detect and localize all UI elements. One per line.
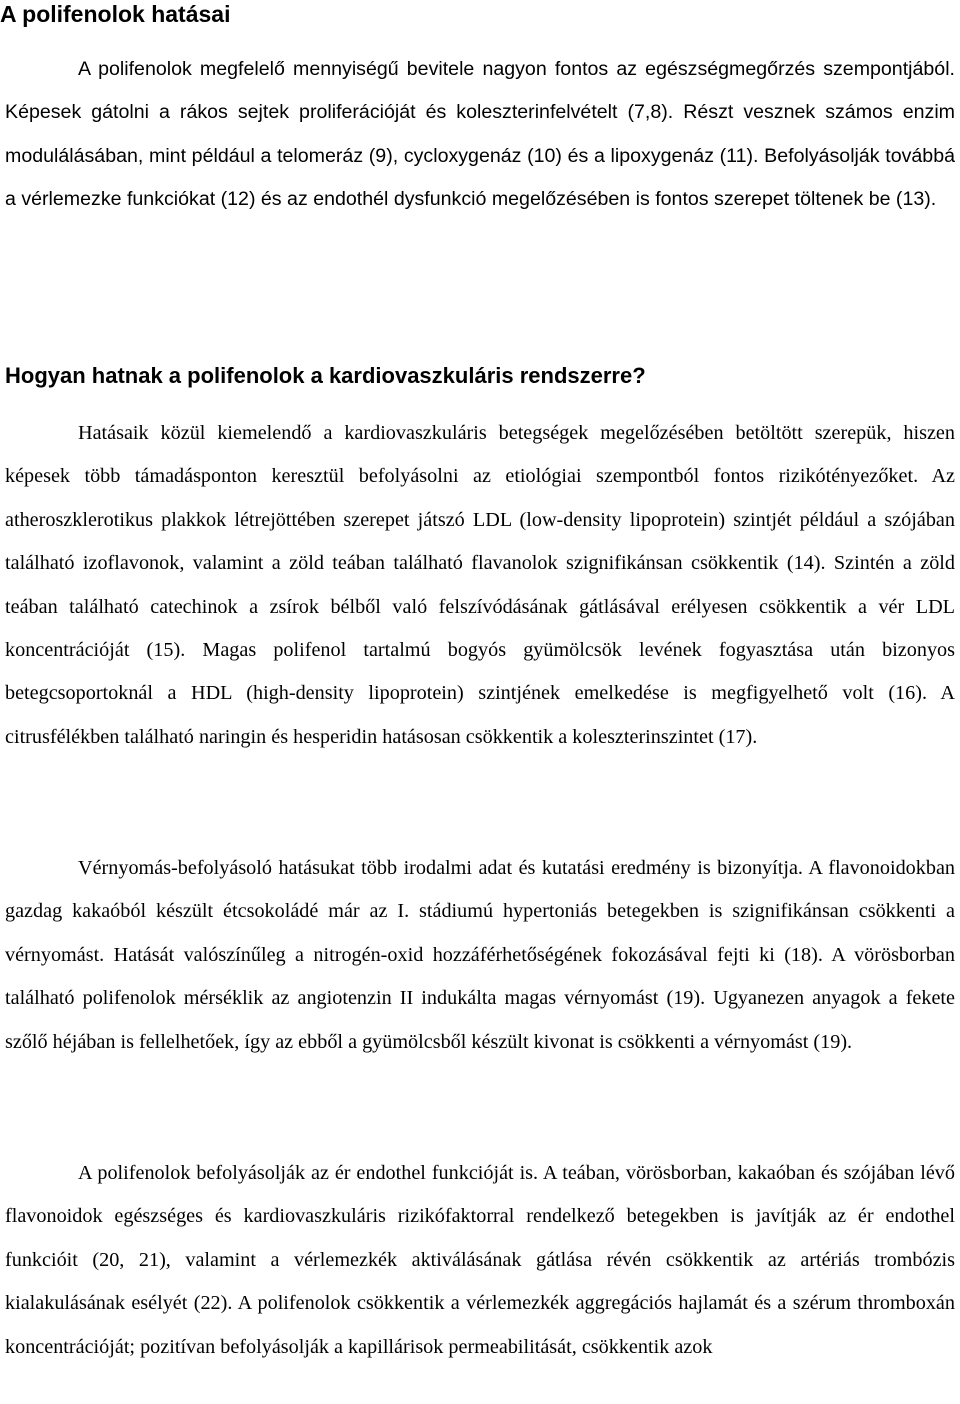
intro-paragraph: A polifenolok megfelelő mennyiségű bevitele nagyon fontos az egészségmegőrzés szempontjából. Képesek gátolni a rákos sejtek proliferációját és koleszterinfelvételt (7,8). Részt vesznek számos enzim modulálásában, mint például a telomeráz (9), cycloxygenáz (10) és a lipoxygenáz (11). Befolyásolják továbbá a vérlemezke funkciókat (12) és az endothél dysfunkció megelőzésében is fontos szerepet töltenek be (13).: [5, 58, 955, 211]
section-heading-cardiovascular: Hogyan hatnak a polifenolok a kardiovaszkuláris rendszerre?: [5, 363, 646, 388]
section-heading-effects: A polifenolok hatásai: [0, 1, 231, 27]
paragraph-cholesterol: Hatásaik közül kiemelendő a kardiovaszkuláris betegségek megelőzésében betöltött szerepük, hiszen képesek több támadásponton keresztül befolyásolni az etiológiai szempontból fontos rizikótényezőket. Az atheroszklerotikus plakkok létrejöttében szerepet játszó LDL (low-density lipoprotein) szintjét például a szójában található izoflavonok, valamint a zöld teában található flavanolok szignifikánsan csökkentik (14). Szintén a zöld teában található catechinok a zsírok bélből való felszívódásának gátlásával erélyesen csökkentik a vér LDL koncentrációját (15). Magas polifenol tartalmú bogyós gyümölcsök levének fogyasztása után bizonyos betegcsoportoknál a HDL (high-density lipoprotein) szintjének emelkedése is megfigyelhető volt (16). A citrusfélékben található naringin és hesperidin hatásosan csökkentik a koleszterinszintet (17).: [5, 422, 955, 748]
paragraph-blood-pressure: Vérnyomás-befolyásoló hatásukat több irodalmi adat és kutatási eredmény is bizonyítja. A flavonoidokban gazdag kakaóból készült étcsokoládé már az I. stádiumú hypertoniás betegekben is szignifikánsan csökkenti a vérnyomást. Hatását valószínűleg a nitrogén-oxid hozzáférhetőségének fokozásával fejti ki (18). A vörösborban található polifenolok mérséklik az angiotenzin II indukálta magas vérnyomást (19). Ugyanezen anyagok a fekete szőlő héjában is fellelhetőek, így az ebből a gyümölcsből készült kivonat is csökkenti a vérnyomást (19).: [5, 857, 955, 1053]
paragraph-endothelial-function: A polifenolok befolyásolják az ér endothel funkcióját is. A teában, vörösborban, kakaóban és szójában lévő flavonoidok egészséges és kardiovaszkuláris rizikófaktorral rendelkező betegekben is javítják az ér endothel funkcióit (20, 21), valamint a vérlemezkék aktiválásának gátlása révén csökkentik az artériás trombózis kialakulásának esélyét (22). A polifenolok csökkentik a vérlemezkék aggregációs hajlamát és a szérum thromboxán koncentrációját; pozitívan befolyásolják a kapillárisok permeabilitását, csökkentik azok: [5, 1162, 955, 1358]
